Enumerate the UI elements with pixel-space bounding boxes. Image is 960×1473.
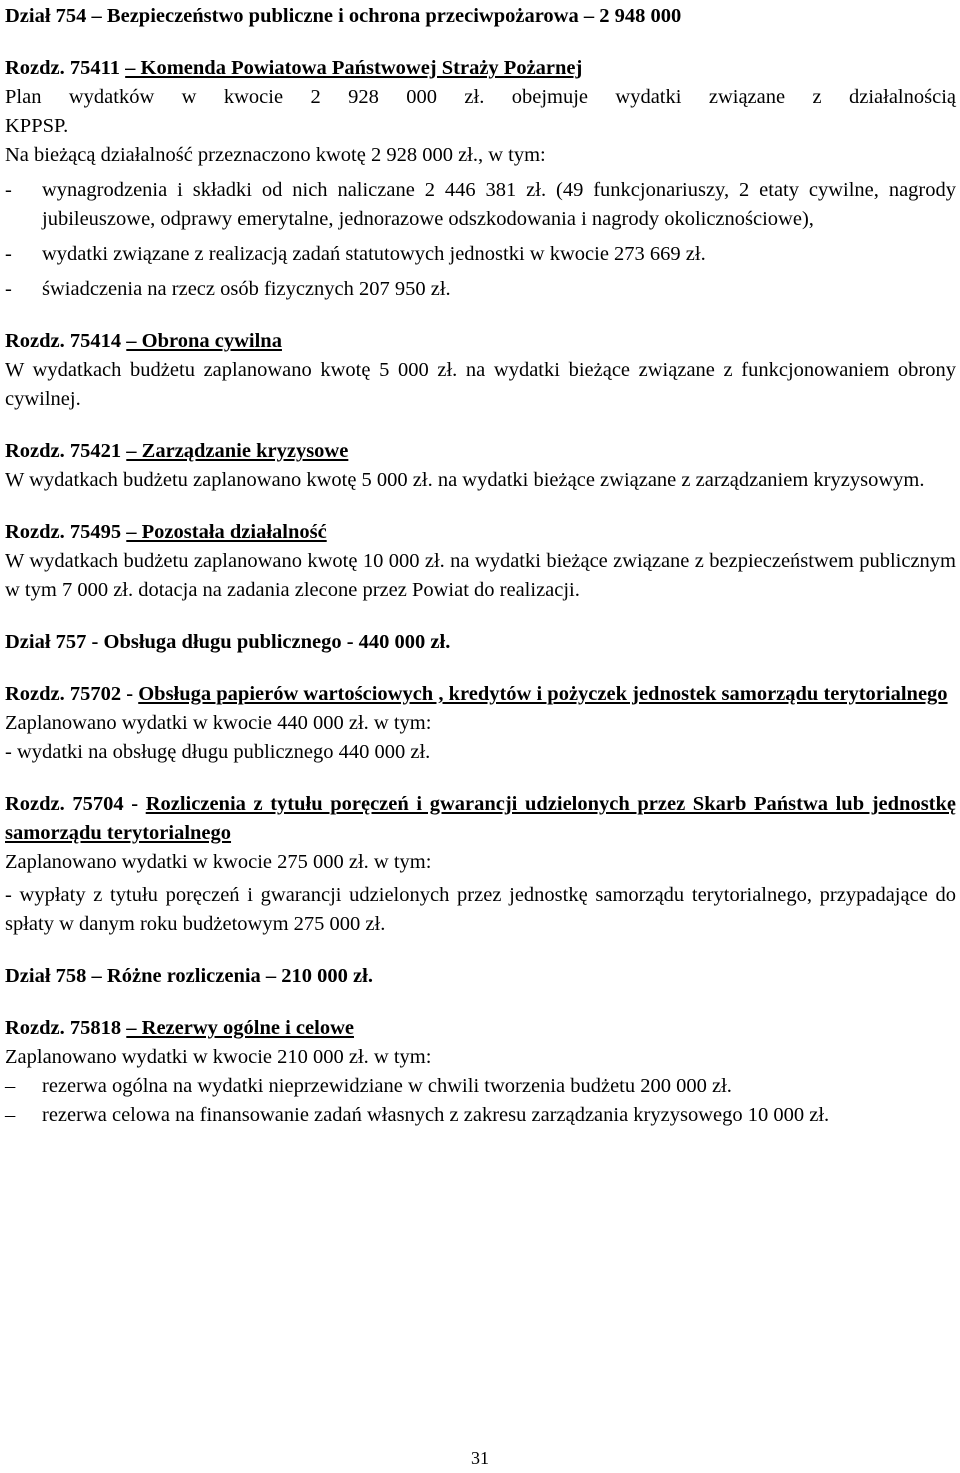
chapter-75411-title: – Komenda Powiatowa Państwowej Straży Pożarnej [125,57,583,79]
page-number: 31 [471,1448,489,1468]
list-item-text: wynagrodzenia i składki od nich naliczane 2 446 381 zł. (49 funkcjonariuszy, 2 etaty cywilne, nagrody jubileuszowe, odprawy emerytalne, jednorazowe odszkodowania i nagrody okolicznościowe), [42,179,956,230]
chapter-75421-text: W wydatkach budżetu zaplanowano kwotę 5 000 zł. na wydatki bieżące związane z zarządzaniem kryzysowym. [5,469,925,491]
chapter-75704-plan: Zaplanowano wydatki w kwocie 275 000 zł. w tym: [5,851,432,873]
chapter-75818-prefix: Rozdz. 75818 [5,1017,127,1039]
chapter-75702-prefix: Rozdz. 75702 - [5,683,139,705]
chapter-75702-item: - wydatki na obsługę długu publicznego 440 000 zł. [5,741,431,763]
list-item-text: wydatki związane z realizacją zadań statutowych jednostki w kwocie 273 669 zł. [42,243,706,265]
bullet-marker: - [5,243,12,265]
chapter-75704-heading [5,790,956,848]
list-item [5,1072,956,1101]
chapter-75704-prefix: Rozdz. 75704 - [5,793,146,815]
document-page [5,2,956,1130]
bullet-marker: - [5,278,12,300]
chapter-75495-prefix: Rozdz. 75495 [5,521,127,543]
list-item [5,275,956,304]
chapter-75414-text: W wydatkach budżetu zaplanowano kwotę 5 000 zł. na wydatki bieżące związane z funkcjonowaniem obrony cywilnej. [5,359,956,410]
chapter-75702-title: Obsługa papierów wartościowych , kredytów i pożyczek jednostek samorządu terytorialnego [138,683,948,705]
chapter-75411-plan-line3: Na bieżącą działalność przeznaczono kwotę 2 928 000 zł., w tym: [5,144,546,166]
chapter-75411-prefix: Rozdz. 75411 [5,57,126,79]
chapter-75421-heading [5,437,956,466]
list-item [5,176,956,234]
section-757-heading: Dział 757 - Obsługa długu publicznego - 440 000 zł. [5,631,451,653]
list-item-text: świadczenia na rzecz osób fizycznych 207 950 zł. [42,278,451,300]
chapter-75411-heading [5,54,956,83]
chapter-75818-title: – Rezerwy ogólne i celowe [126,1017,354,1039]
list-item [5,240,956,269]
list-item [5,1101,956,1130]
chapter-75818-plan: Zaplanowano wydatki w kwocie 210 000 zł. w tym: [5,1046,432,1068]
chapter-75421-prefix: Rozdz. 75421 [5,440,127,462]
section-754-heading: Dział 754 – Bezpieczeństwo publiczne i ochrona przeciwpożarowa – 2 948 000 [5,5,682,27]
chapter-75411-plan-line1: Plan wydatków w kwocie 2 928 000 zł. obejmuje wydatki związane z działalnością [5,86,956,108]
chapter-75495-title: – Pozostała działalność [126,521,327,543]
chapter-75414-title: – Obrona cywilna [126,330,282,352]
chapter-75704-item: - wypłaty z tytułu poręczeń i gwarancji udzielonych przez jednostkę samorządu terytorialnego, przypadające do spłaty w danym roku budżetowym 275 000 zł. [5,884,956,935]
chapter-75702-heading [5,680,956,709]
list-item-text: rezerwa celowa na finansowanie zadań własnych z zakresu zarządzania kryzysowego 10 000 zł. [42,1104,830,1126]
chapter-75421-title: – Zarządzanie kryzysowe [126,440,349,462]
section-758-heading: Dział 758 – Różne rozliczenia – 210 000 zł. [5,965,373,987]
chapter-75411-plan-line2: KPPSP. [5,115,69,137]
chapter-75414-heading [5,327,956,356]
bullet-marker: – [5,1075,16,1097]
bullet-marker: - [5,179,12,201]
bullet-marker: – [5,1104,16,1126]
chapter-75414-prefix: Rozdz. 75414 [5,330,127,352]
list-item-text: rezerwa ogólna na wydatki nieprzewidziane w chwili tworzenia budżetu 200 000 zł. [42,1075,732,1097]
chapter-75818-heading [5,1014,956,1043]
chapter-75702-plan: Zaplanowano wydatki w kwocie 440 000 zł. w tym: [5,712,432,734]
chapter-75495-text: W wydatkach budżetu zaplanowano kwotę 10 000 zł. na wydatki bieżące związane z bezpieczeństwem publicznym w tym 7 000 zł. dotacja na zadania zlecone przez Powiat do realizacji. [5,550,956,601]
chapter-75495-heading [5,518,956,547]
chapter-75704-title: Rozliczenia z tytułu poręczeń i gwarancji udzielonych przez Skarb Państwa lub jednostkę samorządu terytorialnego [5,793,957,844]
